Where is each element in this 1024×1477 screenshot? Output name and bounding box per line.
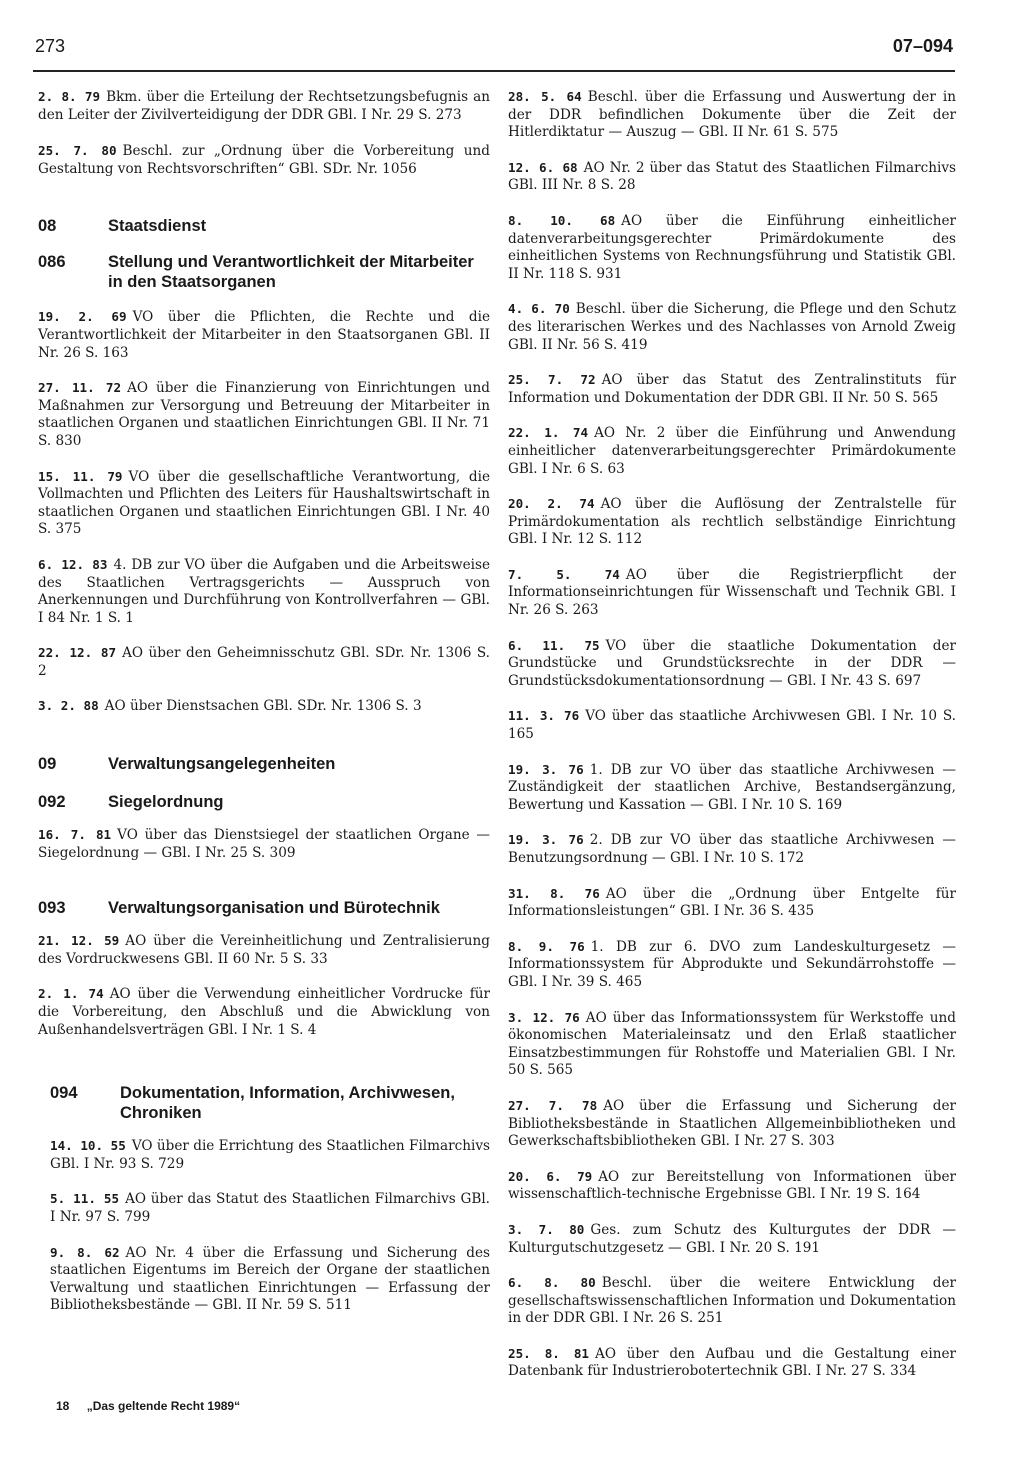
section-heading-086: [38, 252, 490, 292]
list-item: [508, 885, 956, 921]
section-title: Stellung und Verantwortlichkeit der Mitarbeiter in den Staatsorganen: [108, 253, 474, 292]
entry-text: 1. DB zur VO über das staatliche Archivwesen — Zuständigkeit der staatlichen Archive, Bestandsergänzung, Bewertung und Kassation — GBl. I Nr. 10 S. 169: [508, 761, 956, 813]
entry-text: Beschl. zur „Ordnung über die Vorbereitung und Gestaltung von Rechtsvorschriften“ GBl. SDr. Nr. 1056: [38, 143, 490, 177]
page-number: 273: [35, 36, 66, 56]
entry-date: 2. 1. 74: [38, 986, 104, 1002]
entry-date: 3. 2. 88: [38, 698, 99, 714]
entry-date: 31. 8. 76: [508, 885, 600, 901]
entry-text: VO über das Dienstsiegel der staatlichen Organe — Siegelordnung — GBl. I Nr. 25 S. 309: [38, 827, 490, 861]
entry-date: 11. 3. 76: [508, 708, 580, 724]
entry-text: Beschl. über die Erfassung und Auswertung der in der DDR befindlichen Dokumente über die Zeit der Hitlerdiktatur — Auszug — GBl. II Nr. 61 S. 575: [508, 89, 956, 141]
entry-date: 16. 7. 81: [38, 827, 112, 843]
list-item: [508, 1168, 956, 1204]
section-number: 092: [38, 793, 66, 812]
section-number: 093: [38, 899, 66, 918]
entry-text: VO über die staatliche Dokumentation der Grundstücke und Grundstücksrechte in der DDR — Grundstücksdokumentationsordnung — GBl. I Nr. 43 S. 697: [508, 637, 956, 689]
section-title: Verwaltungsorganisation und Bürotechnik: [108, 899, 440, 918]
section-heading-093: [38, 898, 490, 918]
entry-text: Bkm. über die Erteilung der Rechtsetzungsbefugnis an den Leiter der Zivilverteidigung der DDR GBl. I Nr. 29 S. 273: [38, 89, 490, 123]
entry-text: VO über das staatliche Archivwesen GBl. I Nr. 10 S. 165: [508, 708, 956, 743]
list-item: [38, 1244, 490, 1315]
entry-date: 6. 8. 80: [508, 1275, 596, 1291]
entry-text: 4. DB zur VO über die Aufgaben und die Arbeitsweise des Staatlichen Vertragsgerichts — Ausspruch von Anerkennungen und Durchführung von Kontrollverfahren — GBl. I 84 Nr. 1 S. 1: [38, 556, 490, 626]
entry-date: 22. 12. 87: [38, 645, 117, 661]
list-item: [508, 1345, 956, 1381]
list-item: [508, 1097, 956, 1151]
entry-text: AO über die Vereinheitlichung und Zentralisierung des Vordruckwesens GBl. II 60 Nr. 5 S. 33: [38, 933, 490, 967]
entry-date: 8. 9. 76: [508, 938, 585, 954]
entry-date: 19. 2. 69: [38, 309, 127, 325]
list-item: [508, 938, 956, 992]
entry-text: VO über die Errichtung des Staatlichen Filmarchivs GBl. I Nr. 93 S. 729: [50, 1138, 491, 1172]
list-item: [38, 468, 490, 539]
entry-text: AO über Dienstsachen GBl. SDr. Nr. 1306 S. 3: [104, 698, 422, 715]
list-item: [508, 371, 956, 407]
entry-date: 6. 12. 83: [38, 556, 108, 572]
entry-date: 12. 6. 68: [508, 159, 578, 175]
left-column: [38, 88, 490, 1332]
entry-text: AO über das Informationssystem für Werkstoffe und ökonomischen Materialeinsatz und den Erlaß staatlicher Einsatzbestimmungen für Rohstoffe und Materialien GBl. I Nr. 50 S. 565: [508, 1009, 956, 1079]
page-footer: [56, 1399, 240, 1413]
entry-date: 25. 7. 80: [38, 143, 117, 159]
entry-date: 25. 7. 72: [508, 372, 596, 388]
section-heading-08: [38, 216, 490, 236]
page-header: [33, 32, 955, 72]
entry-date: 8. 10. 68: [508, 212, 616, 228]
section-title: Staatsdienst: [108, 217, 207, 236]
section-heading-092: [38, 792, 490, 812]
entry-text: AO über die Verwendung einheitlicher Vordrucke für die Vorbereitung, den Abschluß und die Abwicklung von Außenhandelsverträgen GBl. I Nr. 1 S. 4: [38, 986, 490, 1038]
entry-text: AO über den Geheimnisschutz GBl. SDr. Nr. 1306 S. 2: [38, 645, 491, 679]
list-item: [508, 637, 956, 691]
entry-date: 3. 7. 80: [508, 1221, 585, 1237]
section-number: 09: [38, 755, 57, 774]
entry-date: 20. 2. 74: [508, 496, 595, 512]
entry-text: AO zur Bereitstellung von Informationen über wissenschaftlich-technische Ergebnisse GBl. I Nr. 19 S. 164: [508, 1168, 956, 1203]
section-title: Verwaltungsangelegenheiten: [108, 755, 336, 774]
list-item: [508, 159, 956, 195]
entry-text: Beschl. über die weitere Entwicklung der gesellschaftswissenschaftlichen Information und Dokumentation in der DDR GBl. I Nr. 26 S. 251: [508, 1275, 956, 1327]
section-heading-09: [38, 754, 490, 774]
list-item: [38, 308, 490, 362]
list-item: [508, 1274, 956, 1328]
entry-date: 6. 11. 75: [508, 637, 600, 653]
list-item: [508, 566, 956, 620]
entry-date: 5. 11. 55: [50, 1191, 120, 1207]
list-item: [38, 826, 490, 862]
entry-text: Ges. zum Schutz des Kulturgutes der DDR — Kulturgutschutzgesetz — GBl. I Nr. 20 S. 191: [508, 1221, 956, 1256]
entry-date: 20. 6. 79: [508, 1168, 593, 1184]
entry-text: AO Nr. 2 über die Einführung und Anwendung einheitlicher datenverarbeitungsgerechter Primärdokumente GBl. I Nr. 6 S. 63: [508, 425, 956, 477]
footer-number: 18: [56, 1399, 70, 1413]
entry-date: 3. 12. 76: [508, 1009, 580, 1025]
right-column: [508, 88, 956, 1398]
list-item: [38, 142, 490, 178]
entry-date: 21. 12. 59: [38, 933, 120, 949]
entry-text: VO über die gesellschaftliche Verantwortung, die Vollmachten und Pflichten des Leiters für Haushaltswirtschaft in staatlichen Organen und staatlichen Einrichtungen GBl. I Nr. 40 S. 375: [38, 468, 490, 538]
list-item: [508, 212, 956, 283]
section-title: Siegelordnung: [108, 793, 224, 812]
list-item: [508, 761, 956, 815]
entry-text: VO über die Pflichten, die Rechte und die Verantwortlichkeit der Mitarbeiter in den Staatsorganen GBl. II Nr. 26 S. 163: [38, 309, 490, 361]
list-item: [38, 379, 490, 450]
entry-text: AO über das Statut des Staatlichen Filmarchivs GBl. I Nr. 97 S. 799: [50, 1191, 490, 1225]
list-item: [38, 556, 490, 627]
section-number: 08: [38, 217, 57, 236]
section-code: 07–094: [892, 36, 953, 56]
entry-text: AO über die „Ordnung über Entgelte für Informationsleistungen“ GBl. I Nr. 36 S. 435: [508, 885, 956, 920]
entry-text: AO über die Einführung einheitlicher datenverarbeitungsgerechter Primärdokumente des einheitlichen Systems von Rechnungsführung und Statistik GBl. II Nr. 118 S. 931: [508, 212, 956, 282]
list-item: [38, 1190, 490, 1226]
footer-title: „Das geltende Recht 1989“: [86, 1399, 241, 1413]
entry-text: 1. DB zur 6. DVO zum Landeskulturgesetz — Informationssystem für Abprodukte und Sekundärrohstoffe — GBl. I Nr. 39 S. 465: [508, 938, 956, 990]
list-item: [508, 495, 956, 549]
list-item: [38, 644, 490, 680]
entry-text: AO über das Statut des Zentralinstituts für Information und Dokumentation der DDR GBl. II Nr. 50 S. 565: [508, 372, 956, 406]
list-item: [508, 88, 956, 142]
section-heading-094: [38, 1083, 490, 1123]
list-item: [38, 697, 490, 716]
entry-text: AO über die Erfassung und Sicherung der Bibliotheksbestände in Staatlichen Allgemeinbibliotheken und Gewerkschaftsbibliotheken GBl. I Nr. 27 S. 303: [508, 1097, 956, 1150]
entry-date: 25. 8. 81: [508, 1345, 589, 1361]
entry-date: 27. 11. 72: [38, 380, 122, 396]
list-item: [508, 831, 956, 867]
list-item: [38, 932, 490, 968]
section-number: 094: [50, 1084, 78, 1103]
entry-text: 2. DB zur VO über das staatliche Archivwesen — Benutzungsordnung — GBl. I Nr. 10 S. 172: [508, 832, 956, 866]
entry-text: AO über die Finanzierung von Einrichtungen und Maßnahmen zur Versorgung und Betreuung der Mitarbeiter in staatlichen Organen und staatlichen Einrichtungen GBl. II Nr. 71 S. 830: [38, 380, 491, 449]
entry-text: AO über die Auflösung der Zentralstelle für Primärdokumentation als rechtlich selbständige Einrichtung GBl. I Nr. 12 S. 112: [508, 496, 956, 548]
entry-date: 19. 3. 76: [508, 832, 584, 848]
entry-date: 15. 11. 79: [38, 468, 123, 484]
entry-date: 27. 7. 78: [508, 1097, 598, 1113]
list-item: [508, 300, 956, 354]
entry-date: 7. 5. 74: [508, 566, 620, 582]
entry-text: Beschl. über die Sicherung, die Pflege und den Schutz des literarischen Werkes und des Nachlasses von Arnold Zweig GBl. II Nr. 56 S. 419: [508, 301, 956, 353]
entry-text: AO Nr. 4 über die Erfassung und Sicherung des staatlichen Eigentums im Bereich der Organe der staatlichen Verwaltung und staatlichen Einrichtungen — Erfassung der Bibliotheksbestände — GBl. II Nr. 59 S. 511: [50, 1244, 490, 1314]
entry-date: 19. 3. 76: [508, 761, 584, 777]
entry-date: 9. 8. 62: [50, 1244, 120, 1260]
section-title: Dokumentation, Information, Archivwesen, Chroniken: [120, 1084, 455, 1123]
list-item: [508, 707, 956, 743]
list-item: [508, 424, 956, 478]
section-number: 086: [38, 253, 66, 272]
entry-date: 28. 5. 64: [508, 89, 582, 104]
entry-text: AO Nr. 2 über das Statut des Staatlichen Filmarchivs GBl. III Nr. 8 S. 28: [508, 159, 956, 194]
list-item: [38, 985, 490, 1039]
entry-date: 14. 10. 55: [50, 1138, 126, 1154]
entry-date: 2. 8. 79: [38, 89, 101, 104]
entry-text: AO über den Aufbau und die Gestaltung einer Datenbank für Industrierobotertechnik GBl. I Nr. 27 S. 334: [508, 1345, 956, 1380]
list-item: [508, 1009, 956, 1080]
list-item: [508, 1221, 956, 1257]
list-item: [38, 1137, 490, 1173]
entry-date: 4. 6. 70: [508, 301, 570, 317]
list-item: [38, 88, 490, 124]
entry-date: 22. 1. 74: [508, 425, 589, 441]
entry-text: AO über die Registrierpflicht der Informationseinrichtungen für Wissenschaft und Technik GBl. I Nr. 26 S. 263: [508, 566, 956, 619]
